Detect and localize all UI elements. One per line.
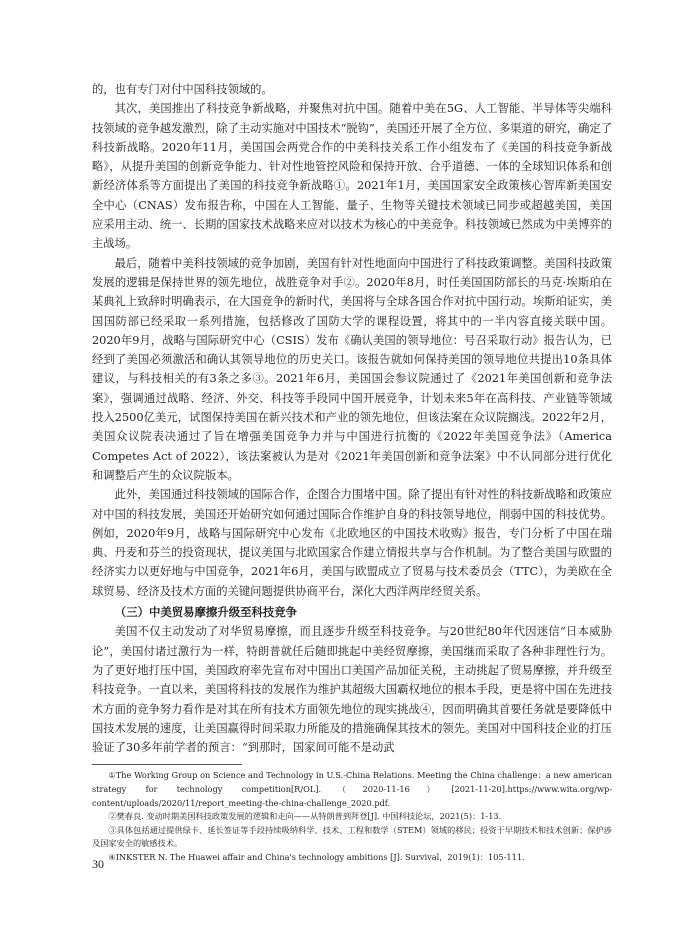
footnote-3: ③具体包括通过提供绿卡、延长签证等手段持续吸纳科学、技术、工程和数学（STEM）领域的移民；投资于早期技术和技术创新；保护涉及国家安全的敏感技术。 <box>92 824 612 849</box>
section-heading: （三）中美贸易摩擦升级至科技竞争 <box>114 605 298 620</box>
paragraph-strategy: 其次，美国推出了科技竞争新战略，并聚焦对抗中国。随着中美在5G、人工智能、半导体等尖端科技领域的竞争越发激烈，除了主动实施对中国技术“脱钩”，美国还开展了全方位、多渠道的研究，确定了科技新战略。2020年11月，美国国会两党合作的中美科技关系工作小组发布了《美国的科技竞争新战略》，从提升美国的创新竞争能力、针对性地管控风险和保持开放、合乎道德、一体的全球知识体系和创新经济体系等方面提出了美国的科技竞争新战略①。2021年1月，美国国家安全政策核心智库新美国安全中心（CNAS）发布报告称，中国在人工智能、量子、生物等关键技术领域已同步或超越美国，美国应采用主动、统一、长期的国家技术战略来应对以技术为核心的中美竞争。科技领域已然成为中美博弈的主战场。 <box>92 102 612 251</box>
footnote-4: ④INKSTER N. The Huawei affair and China's technology ambitions [J]. Survival，2019(1)：105-111. <box>108 851 525 862</box>
paragraph-continuation: 的，也有专门对付中国科技领域的。 <box>92 83 273 96</box>
footnote-1: ①The Working Group on Science and Technology in U.S.-China Relations. Meeting the China challenge：a new american strategy for technology competition[R/OL].（2020-11-16）[2021-11-20].https://www.wita.org/wp-content/uploads/2020/11/report_meeting-the-china-challenge_2020.pdf. <box>92 770 612 808</box>
article-body <box>92 80 612 865</box>
paragraph-cooperation: 此外，美国通过科技领域的国际合作，企图合力围堵中国。除了提出有针对性的科技新战略和政策应对中国的科技发展，美国还开始研究如何通过国际合作维护自身的科技领导地位，削弱中国的科技优势。例如，2020年9月，战略与国际研究中心发布《北欧地区的中国技术收购》报告，专门分析了中国在瑞典、丹麦和芬兰的投资现状，提议美国与北欧国家合作建立情报共享与合作机制。为了整合美国与欧盟的经济实力以更好地与中国竞争，2021年6月，美国与欧盟成立了贸易与技术委员会（TTC），为美欧在全球贸易、经济及技术方面的关键问题提供协商平台，深化大西洋两岸经贸关系。 <box>92 488 612 598</box>
footnote-2: ②樊春良. 变动时期美国科技政策发展的逻辑和走向——从特朗普到拜登[J]. 中国科技论坛，2021(5)：1-13. <box>108 811 502 822</box>
paragraph-policy: 最后，随着中美科技领域的竞争加剧，美国有针对性地面向中国进行了科技政策调整。美国科技政策发展的逻辑是保持世界的领先地位，战胜竞争对手②。2020年8月，时任美国国防部长的马克·埃斯珀在某典礼上致辞时明确表示，在大国竞争的新时代，美国将与全球各国合作对抗中国行动。埃斯珀证实，美国国防部已经采取一系列措施，包括修改了国防大学的课程设置，将其中的一半内容直接关联中国。2020年9月，战略与国际研究中心（CSIS）发布《确认美国的领导地位：号召采取行动》报告认为，已经到了美国必须激活和确认其领导地位的历史关口。该报告就如何保持美国的领导地位共提出10条具体建议，与科技相关的有3条之多③。2021年6月，美国国会参议院通过了《2021年美国创新和竞争法案》，强调通过战略、经济、外交、科技等手段同中国开展竞争，计划未来5年在高科技、产业链等领域投入2500亿美元，试图保持美国在新兴技术和产业的领先地位，但该法案在众议院搁浅。2022年2月，美国众议院表决通过了旨在增强美国竞争力并与中国进行抗衡的《2022年美国竞争法》（America Competes Act of 2022），该法案被认为是对《2021年美国创新和竞争法案》中不认同部分进行优化和调整后产生的众议院版本。 <box>92 256 612 482</box>
paragraph-trade-friction: 美国不仅主动发动了对华贸易摩擦，而且逐步升级至科技竞争。与20世纪80年代因迷信“日本威胁论”，美国付诸过激行为一样，特朗普就任后随即挑起中美经贸摩擦，美国继而采取了各种非理性行为。为了更好地打压中国，美国政府率先宣布对中国出口美国产品加征关税，主动挑起了贸易摩擦，并升级至科技竞争。一直以来，美国将科技的发展作为维护其超级大国霸权地位的根本手段，更是将中国在先进技术方面的竞争努力看作是对其在所有技术方面领先地位的现实挑战④，因而明确其首要任务就是要降低中国技术发展的速度，让美国赢得时间采取力所能及的措施确保其技术的领先。美国对中国科技企业的打压验证了30多年前学者的预言：“到那时，国家间可能不是动武 <box>92 625 612 755</box>
page-number: 30 <box>92 857 104 871</box>
footnotes <box>92 769 612 864</box>
footnote-divider <box>92 764 242 765</box>
